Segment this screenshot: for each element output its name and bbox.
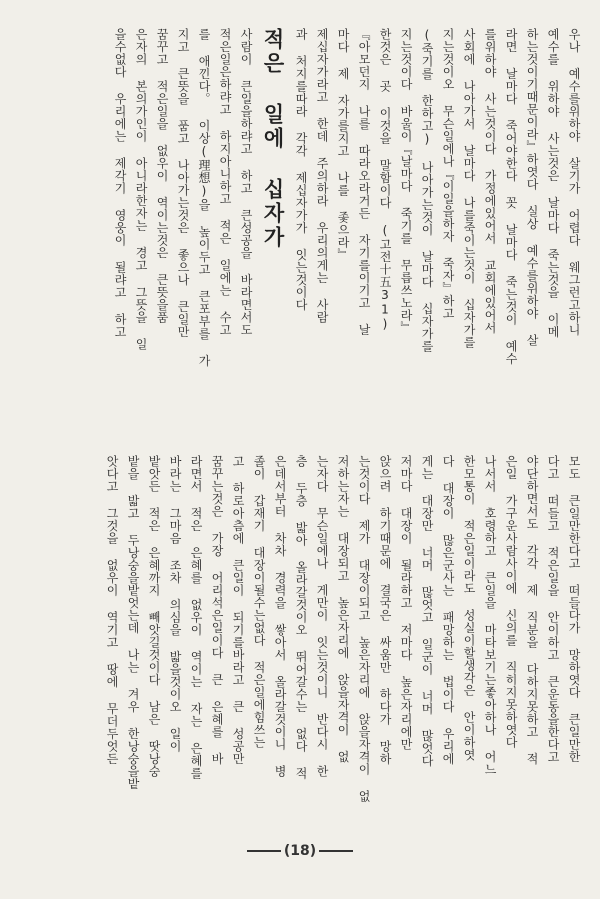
text-column: 저하는자는 대장되고 높은자리에 앉을자격이 없 [336, 455, 350, 763]
text-column: 바라는 그마음 조차 의심을 밟을것이오 일이 [168, 455, 182, 753]
text-column: 는것이다 제가 대장이되고 높은자리에 앉을자격이 없 [357, 455, 371, 803]
text-column: 졸이 갑재기 대장이될수는없다 적은일에힘쓰는 [252, 455, 266, 749]
text-column: 고 하로아츰에 큰일이 되기를바라고 큰 성공만 [231, 455, 245, 765]
text-column: 앗다고 그것을 없우이 역기고 땅에 무더두엇든 [105, 455, 119, 765]
lower-text-block [22, 455, 584, 840]
text-column: 게는 대장만 너머 많엇고 일군이 너머 많엇다 [420, 455, 434, 767]
text-column: 마다 제 자가를지고 나를 좇으라』 [336, 28, 350, 261]
text-column: 밭을 밟고 두낭숭을밭엇는데 나는 겨우 한낭숭을밭 [126, 455, 140, 790]
page-number: (18) [0, 843, 600, 859]
text-column: 제십자가라고 한데 주의하라 우리의게는 사람 [315, 28, 329, 324]
text-column: 사회에 나아가서 날마다 나를죽이는것이 십자가를 [462, 28, 476, 349]
text-column: 한모통이 적은일이라도 성실이할생각은 안이하엿 [462, 455, 476, 761]
text-column: 층 두층 밟아 올라갈것이오 뛰어갈수는 없다 적 [294, 455, 308, 780]
text-column: 예수를 위하야 사는것은 날마다 죽는것을 이메 [546, 28, 560, 338]
text-column: 적은일은하랴고 하지아니하고 적은 일에는 수고 [218, 28, 232, 336]
text-column: 지고 큰뜻을 품고 나아가는것은 좋으나 큰일만 [176, 28, 190, 338]
text-column: 를 애낀다。 이상(理想)을 높이두고 큰포부를 가 [197, 28, 211, 367]
text-column: 은일 가구운사람사이에 신의를 직히지못하엿다 [504, 455, 518, 749]
text-column: 하는것이기때문이라』하엿다 실상 예수를위하야 살 [525, 28, 539, 347]
text-column: 다 대장이 많은군사는 패망하는 법이다 우리에 [441, 455, 455, 765]
rule-right [319, 850, 353, 852]
text-column: 지는것이다 바울이『날마다 죽기를 무릅쓰노라』 [399, 28, 413, 334]
section-heading: 적은 일에 십자가 [261, 28, 285, 250]
text-column: 나서서 호령하고 큰일을 마타보기는좋아하나 어느 [483, 455, 497, 776]
text-column: 지는것이오 무슨일에나『이일을하자 죽자』하고 [441, 28, 455, 320]
text-column: 모도 큰일만한다고 떠들다가 망하엿다 큰일만한 [567, 455, 581, 763]
text-column: 은자의 본의가인이 아니라한자는 경고 그뜻을 일 [134, 28, 148, 351]
text-column: 을수없다 우리에는 제각기 영웅이 될랴고 하고 [113, 28, 127, 338]
text-column: 꿈꾸고 적은일을 없우이 역이는것은 큰뜻을품 [155, 28, 169, 324]
text-column: 은데서부터 차차 경력을 쌓아서 올라갈것이니 병 [273, 455, 287, 778]
text-column: 『아모던지 나를 따라오라거든 자기를이기고 날 [357, 28, 371, 336]
text-column: 밭앗든 적은 은혜까지 빼앗길것이다 남은 땃낭숭 [147, 455, 161, 778]
text-column: 한것은 곳 이것을 말함이다 (고전十五31) [378, 28, 392, 332]
text-column: 저마다 대장이 될라하고 저마다 높은자리에만 [399, 455, 413, 751]
text-column: 는자다 무슨일에나 게만이 잇는것이니 반다시 한 [315, 455, 329, 778]
text-column: 라면서 적은 은혜를 없우이 역이는 자는 은혜를 [189, 455, 203, 780]
text-column: 라면 날마다 죽어야한다 꼿 날마다 죽는것이 예수 [504, 28, 518, 365]
text-column: 사람이 큰일을하랴고 하고 큰성공을 바라면서도 [239, 28, 253, 336]
text-column: 꿈꾸는것은 가장 어리석은일이다 큰 은혜를 바 [210, 455, 224, 765]
text-column: 우나 예수를위하야 살기가 어렵다 웨그런고하니 [567, 28, 581, 336]
text-column: 야단하면서도 각각 제 직분을 다하지못하고 적 [525, 455, 539, 765]
text-column: 앉으려 하기때문에 결국은 싸움만 하다가 망하 [378, 455, 392, 765]
text-column: 다고 떠들고 적은일을 안이하고 큰운동을한다고 [546, 455, 560, 763]
rule-left [247, 850, 281, 852]
text-column: 를위하야 사는것이다 가정에있어서 교회에있어서 [483, 28, 497, 334]
text-column: 과 처지를따라 각각 제십자가가 잇는것이다 [294, 28, 308, 311]
page-number-value: 18 [290, 843, 310, 859]
upper-text-block [22, 28, 584, 416]
text-column: (죽기를 한하고) 나아가는것이 날마다 십자가를 [420, 28, 434, 353]
